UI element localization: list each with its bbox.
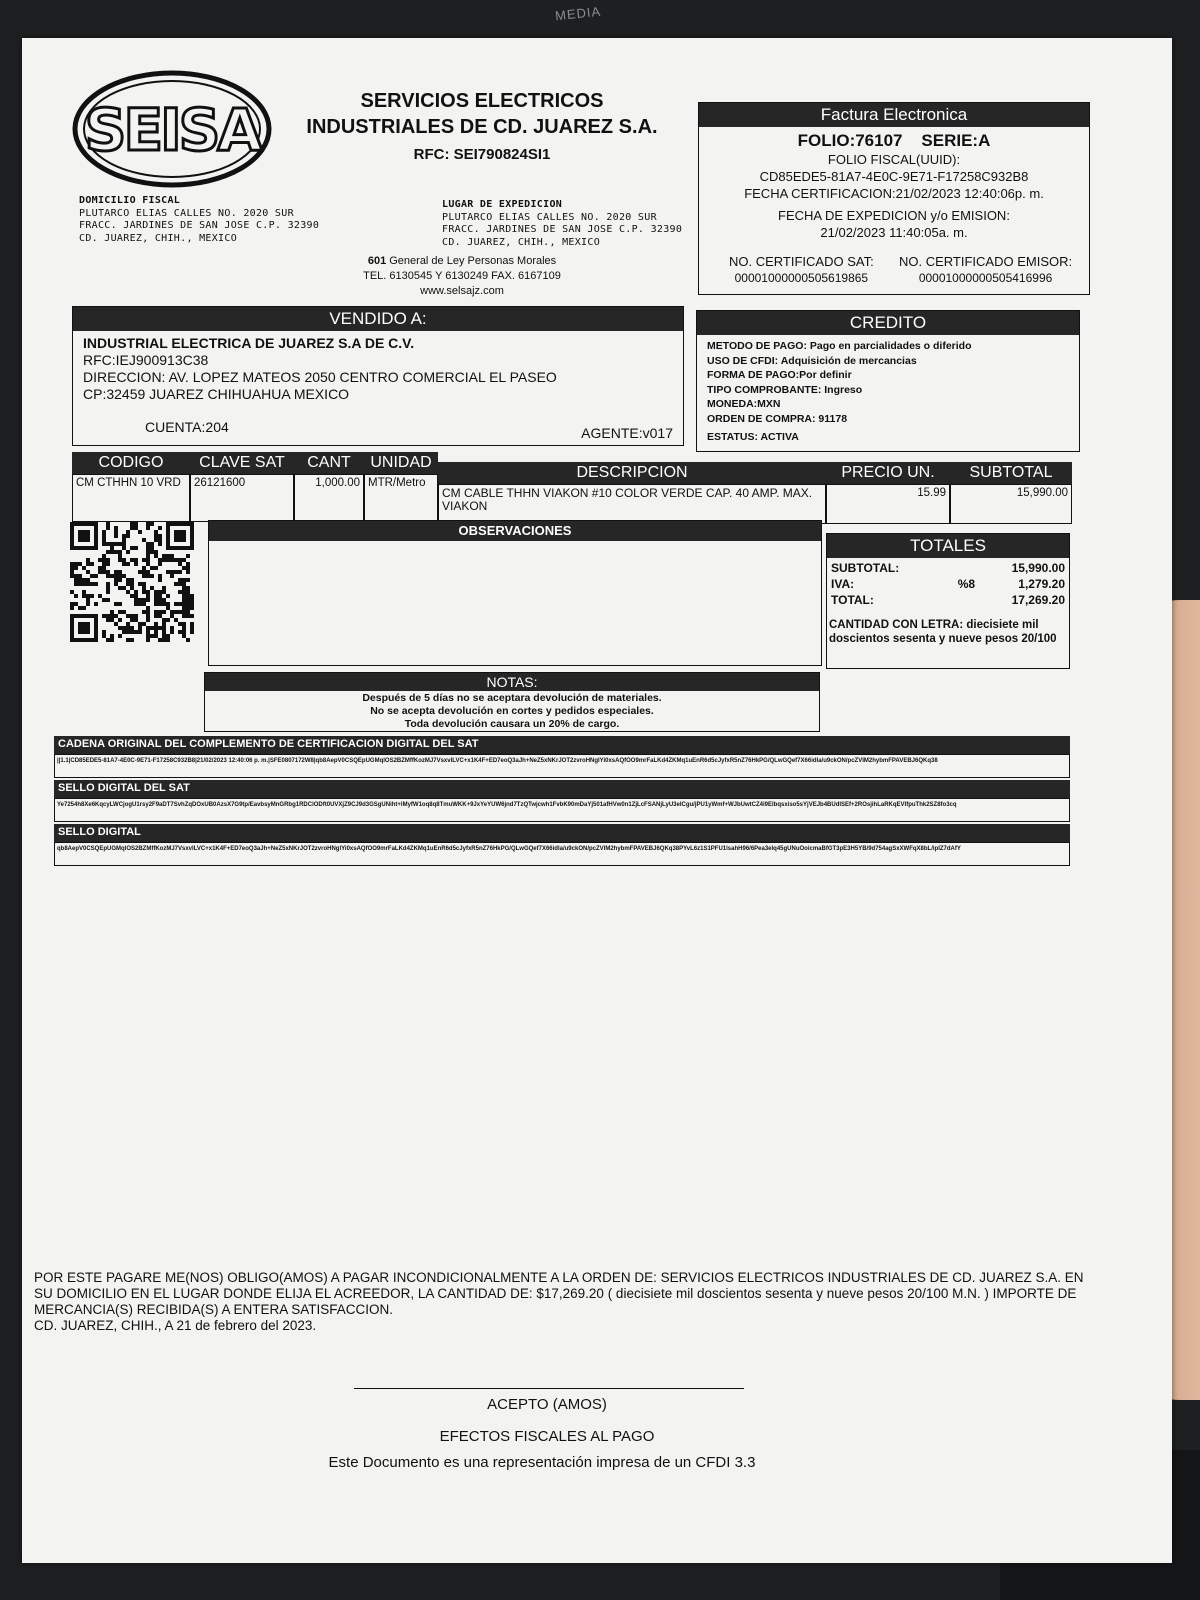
credito-box [696,310,1080,452]
col-descripcion: DESCRIPCION [438,462,826,484]
item-clave: 26121600 [190,474,294,522]
credito-line: ORDEN DE COMPRA: 91178 [707,412,848,425]
cliente-direccion: DIRECCION: AV. LOPEZ MATEOS 2050 CENTRO COMERCIAL EL PASEO [83,369,557,385]
regimen-text: General de Ley Personas Morales [386,255,557,267]
sello-sat-title: SELLO DIGITAL DEL SAT [54,780,1070,798]
letra-value: diecisiete mil doscientos sesenta y nueve pesos 20/100 [829,619,1057,645]
subtotal-label: SUBTOTAL: [831,561,900,575]
cliente-agente: AGENTE:v017 [581,425,673,441]
issuer-name-line1: SERVICIOS ELECTRICOS [360,90,604,112]
issuer-name-line2: INDUSTRIALES DE CD. JUAREZ S.A. [306,116,658,138]
lugar-line: FRACC. JARDINES DE SAN JOSE C.P. 32390 [442,224,683,235]
domicilio-line: CD. JUAREZ, CHIH., MEXICO [79,232,238,244]
lugar-line: PLUTARCO ELIAS CALLES NO. 2020 SUR [442,211,657,223]
domicilio-title: DOMICILIO FISCAL [79,195,181,206]
col-cant: CANT [294,452,364,474]
total-label: TOTAL: [831,593,874,607]
cert-emisor: 00001000000505416996 [918,271,1053,285]
cliente-cuenta: CUENTA:204 [145,419,229,435]
pagare-place-date: CD. JUAREZ, CHIH., A 21 de febrero del 2023. [34,1318,317,1333]
signature-line [354,1388,744,1389]
pagare-text: POR ESTE PAGARE ME(NOS) OBLIGO(AMOS) A PAGAR INCONDICIONALMENTE A LA ORDEN DE: SERVICIOS ELECTRICOS INDUSTRIALES DE CD. JUAREZ S.A. EN SU DOMICILIO EN EL LUGAR DONDE ELIJA EL ACREEDOR, LA CANTIDAD DE: $17,269.20 ( diecisiete mil doscientos sesenta y nueve pesos 20/100 M.N. ) IMPORTE DE MERCANCIA(S) RECIBIDA(S) A ENTERA SATISFACCION. [34,1270,1084,1317]
cadena-value: ||1.1|CD85EDE5-81A7-4E0C-9E71-F17258C932B8|21/02/2023 12:40:06 p. m.|SFE0807172W8|qb8AepV0CSQEpUGMqlOS2BZMffKozMJ7VsxvlLVC+x1K4F+ED7eoQ3aJh+NeZ5xNKrJOT2zvroHNglYi0xsAQfOO9mrFaLKd4ZKMq1uEnR6d5cJyfxR5nZ76HkPG/QLwGQef7X66idla/u9ckON/pcZVIM2hybmFPAVEBJ6QKq38 [54,754,1070,778]
folio: FOLIO:76107 [797,131,903,150]
issuer-web: www.selsajz.com [420,285,504,297]
sello-value: qb8AepV0CSQEpUGMqlOS2BZMffKozMJ7VsxvlLVC+x1K4F+ED7eoQ3aJh+NeZ5xNKrJOT2zvroHNglYi0xsAQfOO9mrFaLKd4ZKMq1uEnR6d5cJyfxR5nZ76HkPG/QLwGQef7X66idla/u9ckON/pcZVIM2hybmFPAVEBJ6QKq38PYvL6z1S1PFU1lsahH96/6Pea3elq45gUNuOoicmaBfGT3pE3H5YB/9d754agSxXWFqX8bL/ipIZ7dAfY [54,842,1070,866]
issuer-rfc: RFC: SEI790824SI1 [413,146,551,163]
total-value: 17,269.20 [1011,593,1065,607]
totales-box [826,533,1070,669]
issuer-contact [262,254,662,299]
iva-label: IVA: [831,577,855,591]
svg-text:SEISA: SEISA [84,96,260,164]
totales-title: TOTALES [827,534,1069,558]
credito-title: CREDITO [697,311,1079,335]
col-subtotal: SUBTOTAL [950,462,1072,484]
domicilio-fiscal [79,195,319,245]
factura-title: Factura Electronica [699,103,1089,127]
sello-sat-value: Ye7254h8Xe6KqcyLWCjogU1rsy2F9aDT7SvhZqDOxUB0AzsX7G9tp/EavbsyMnGRbg1RDClODft0UVXjZ9CJ9d3GSgUNiht+lMyfW1oq8q8TmuWKK+9JxYeYUW6jnd7TzQTwjcwh1FvbK90mDaYj501afHVw0n1ZjLcFSANjLyU3eICgu/jPU1yWmf+WJbUwtCZ4i9Elbqsxiso5sYjVEJb4BUdlSEf+2ROsjihLaRKqEVIfpuThk2SZ8fo3cq [54,798,1070,822]
nota-line: Después de 5 días no se aceptara devolución de materiales. [362,692,662,704]
lugar-expedicion [442,199,682,249]
credito-line: METODO DE PAGO: Pago en parcialidades o diferido [707,340,972,352]
qr-code-graphic [70,522,194,642]
cert-emisor-block [899,253,1072,287]
cliente-rfc: RFC:IEJ900913C38 [83,352,209,368]
col-clave: CLAVE SAT [190,452,294,474]
vendido-title: VENDIDO A: [73,307,683,331]
cert-sat: 00001000000505619865 [734,271,869,285]
item-subtotal: 15,990.00 [950,484,1072,524]
credito-line: FORMA DE PAGO:Por definir [707,369,852,381]
cert-sat-label: NO. CERTIFICADO SAT: [729,254,874,269]
totales-table [827,558,1069,610]
notas-title: NOTAS: [205,673,819,691]
acepto: ACEPTO (AMOS) [487,1396,607,1413]
media-label: MEDIA [554,3,602,24]
uuid: CD85EDE5-81A7-4E0C-9E71-F17258C932B8 [759,169,1029,184]
observaciones-title: OBSERVACIONES [209,521,821,541]
factura-box [698,102,1090,295]
subtotal-value: 15,990.00 [1011,561,1065,575]
qr-code [70,522,194,647]
credito-line: TIPO COMPROBANTE: Ingreso [707,383,863,396]
credito-line: MONEDA:MXN [707,398,781,410]
serie: SERIE:A [921,131,991,150]
domicilio-line: PLUTARCO ELIAS CALLES NO. 2020 SUR [79,207,294,219]
lugar-title: LUGAR DE EXPEDICION [442,199,563,210]
observaciones-box [208,520,822,666]
sello-sat-section [54,780,1070,822]
cadena-section [54,736,1070,778]
fecha-certificacion: FECHA CERTIFICACION:21/02/2023 12:40:06p. m. [744,186,1044,201]
cert-sat-block [729,253,874,287]
col-unidad: UNIDAD [364,452,438,474]
issuer-tel: TEL. 6130545 Y 6130249 FAX. 6167109 [363,270,561,282]
pagare-block [34,1270,1094,1334]
cliente-nombre: INDUSTRIAL ELECTRICA DE JUAREZ S.A DE C.V. [83,335,415,351]
seisa-logo [72,70,272,188]
vendido-box [72,306,684,446]
efectos-fiscales: EFECTOS FISCALES AL PAGO [439,1428,655,1445]
regimen-code: 601 [367,255,387,267]
sello-section [54,824,1070,866]
nota-line: Toda devolución causara un 20% de cargo. [404,718,620,730]
item-unidad: MTR/Metro [364,474,438,522]
issuer-block [272,88,692,163]
domicilio-line: FRACC. JARDINES DE SAN JOSE C.P. 32390 [79,220,320,231]
credito-line: USO DE CFDI: Adquisición de mercancias [707,354,917,367]
invoice-sheet [22,38,1172,1563]
lugar-line: CD. JUAREZ, CHIH., MEXICO [442,236,601,248]
fecha-expedicion: 21/02/2023 11:40:05a. m. [820,225,968,240]
col-precio: PRECIO UN. [826,462,950,484]
nota-line: No se acepta devolución en cortes y pedidos especiales. [370,705,654,717]
item-codigo: CM CTHHN 10 VRD [72,474,190,522]
cfdi-note: Este Documento es una representación impresa de un CFDI 3.3 [328,1454,756,1471]
folio-row [699,131,1089,151]
item-precio: 15.99 [826,484,950,524]
sello-title: SELLO DIGITAL [54,824,1070,842]
letra-label: CANTIDAD CON LETRA: [829,619,964,631]
item-descripcion: CM CABLE THHN VIAKON #10 COLOR VERDE CAP. 40 AMP. MAX. VIAKON [438,484,826,524]
cert-emisor-label: NO. CERTIFICADO EMISOR: [899,254,1073,269]
item-cant: 1,000.00 [294,474,364,522]
col-codigo: CODIGO [72,452,190,474]
notas-box [204,672,820,732]
iva-rate: %8 [957,577,976,591]
cadena-title: CADENA ORIGINAL DEL COMPLEMENTO DE CERTIFICACION DIGITAL DEL SAT [54,736,1070,754]
credito-estatus: ESTATUS: ACTIVA [707,431,799,443]
cliente-cp: CP:32459 JUAREZ CHIHUAHUA MEXICO [83,386,350,402]
iva-value: 1,279.20 [1018,577,1065,591]
fecha-expedicion-label: FECHA DE EXPEDICION y/o EMISION: [778,208,1010,223]
uuid-label: FOLIO FISCAL(UUID): [827,152,961,167]
